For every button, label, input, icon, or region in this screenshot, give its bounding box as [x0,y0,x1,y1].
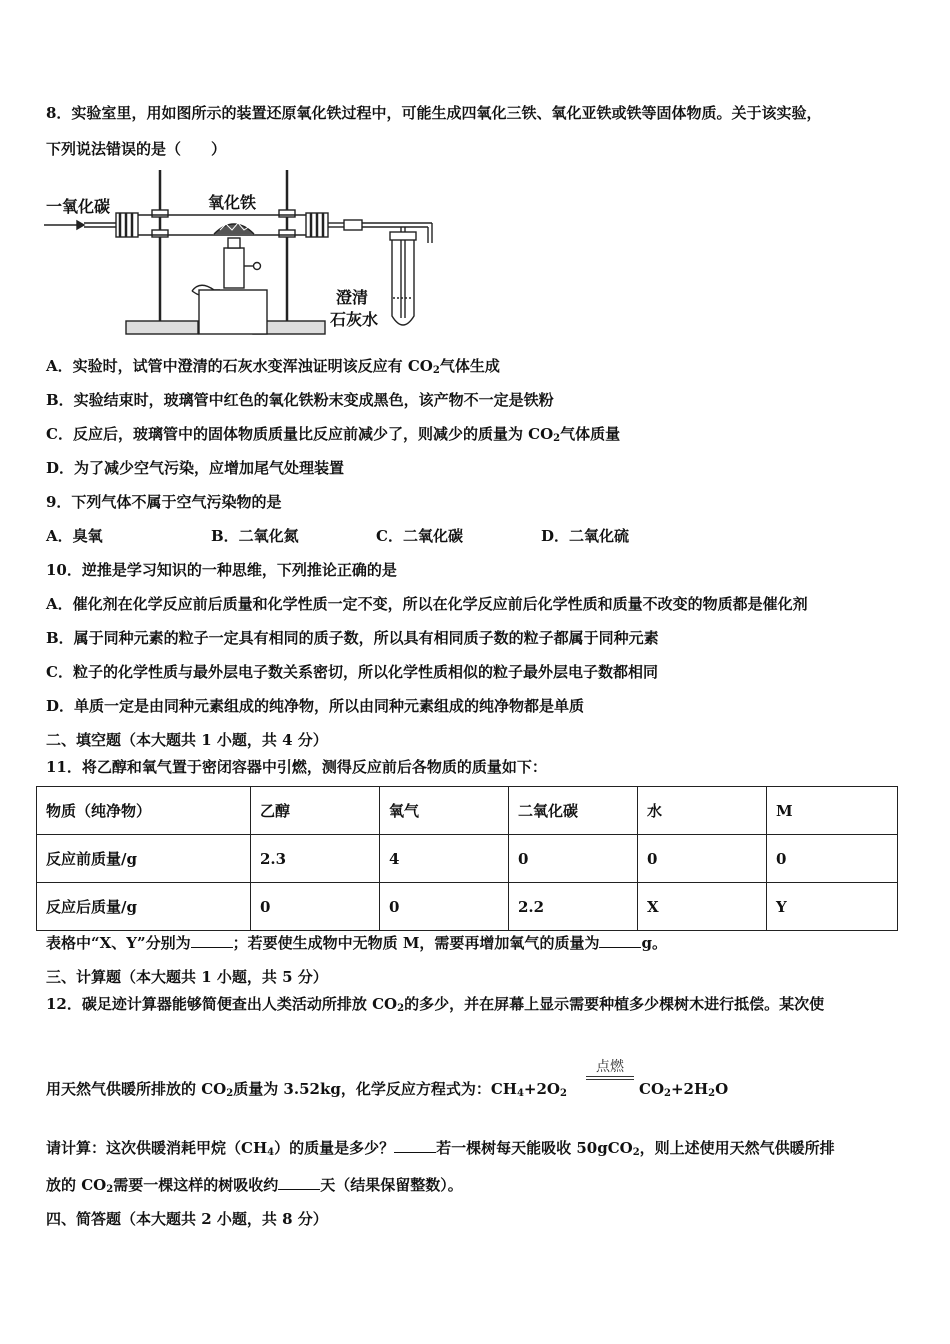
section-4-heading: 四、简答题（本大题共 2 小题，共 8 分） [46,1210,328,1228]
table-cell: 0 [638,835,767,883]
table-cell: 2.3 [251,835,380,883]
table-header-row [37,787,898,835]
q9-stem: 9．下列气体不属于空气污染物的是 [46,493,282,511]
label-co: 一氧化碳 [46,197,111,216]
table-cell: Y [767,883,898,931]
label-limewater-2: 石灰水 [330,310,379,329]
q12-equation-products: $CO_2+2H_2O$ [639,1080,729,1099]
table-header-cell: 氧气 [380,787,509,835]
q10-option-c: C．粒子的化学性质与最外层电子数关系密切，所以化学性质相似的粒子最外层电子数都相同 [46,663,658,681]
table-cell: 反应前质量/g [37,835,251,883]
table-header-cell: 物质（纯净物） [37,787,251,835]
q10-option-b: B．属于同种元素的粒子一定具有相同的质子数，所以具有相同质子数的粒子都属于同种元素 [46,629,659,647]
label-fe2o3: 氧化铁 [208,193,257,212]
table-row [37,835,898,883]
q12-line-3: 请计算：这次供暖消耗甲烷$(CH_4)$的质量是多少？ 若一棵树每天能吸收 50gCO$_2$，则上述使用天然气供暖所排 [46,1139,835,1158]
table-row [37,883,898,931]
q9-option-a: A．臭氧 [46,527,103,545]
answer-blank[interactable] [278,1175,320,1190]
table-header-cell: 水 [638,787,767,835]
table-cell: 0 [251,883,380,931]
equation-bar-bottom [586,1079,634,1080]
table-cell: 0 [380,883,509,931]
q8-option-a: A．实验时，试管中澄清的石灰水变浑浊证明该反应有 $CO_2$气体生成 [46,357,500,376]
q11-answer-line: 表格中“X、Y”分别为 ；若要使生成物中无物质 M，需要再增加氧气的质量为 g。 [46,934,667,952]
q8-option-c: C．反应后，玻璃管中的固体物质质量比反应前减少了，则减少的质量为 $CO_2$气体质量 [46,425,621,444]
table-cell: 反应后质量/g [37,883,251,931]
table-cell: 4 [380,835,509,883]
q8-option-d: D．为了减少空气污染，应增加尾气处理装置 [46,459,345,477]
section-2-heading: 二、填空题（本大题共 1 小题，共 4 分） [46,731,328,749]
q10-option-d: D．单质一定是由同种元素组成的纯净物，所以由同种元素组成的纯净物都是单质 [46,697,585,715]
q8-stem-line-2: 下列说法错误的是（ ） [46,140,227,158]
q12-line-1: 12．碳足迹计算器能够简便查出人类活动所排放 $CO_2$的多少，并在屏幕上显示需要种植多少棵树木进行抵偿。某次使 [46,995,825,1014]
table-cell: X [638,883,767,931]
q10-option-a: A．催化剂在化学反应前后质量和化学性质一定不变，所以在化学反应前后化学性质和质量不改变的物质都是催化剂 [46,595,808,613]
q11-stem: 11．将乙醇和氧气置于密闭容器中引燃，测得反应前后各物质的质量如下： [46,758,547,776]
table-header-cell: 二氧化碳 [509,787,638,835]
table-cell: 0 [767,835,898,883]
answer-blank[interactable] [191,933,233,948]
section-3-heading: 三、计算题（本大题共 1 小题，共 5 分） [46,968,328,986]
table-cell: 0 [509,835,638,883]
q12-line-2: 用天然气供暖所排放的 $CO_2$质量为 3.52kg，化学反应方程式为：$CH_4+2O_2$ [46,1080,567,1099]
equation-condition: 点燃 [596,1059,624,1075]
q10-stem: 10．逆推是学习知识的一种思维，下列推论正确的是 [46,561,397,579]
q12-line-4: 放的 $CO_2$需要一棵这样的树吸收约 天（结果保留整数）。 [46,1176,463,1195]
mass-table [36,786,898,931]
table-cell: 2.2 [509,883,638,931]
q9-option-b: B．二氧化氮 [211,527,299,545]
q8-stem-line-1: 8．实验室里，用如图所示的装置还原氧化铁过程中，可能生成四氧化三铁、氧化亚铁或铁等固体物质。关于该实验， [46,104,822,122]
experiment-apparatus-diagram [44,168,444,343]
answer-blank[interactable] [599,933,641,948]
label-limewater-1: 澄清 [336,288,369,307]
q9-option-c: C．二氧化碳 [376,527,463,545]
table-header-cell: 乙醇 [251,787,380,835]
answer-blank[interactable] [394,1138,436,1153]
q9-option-d: D．二氧化硫 [541,527,630,545]
table-header-cell: M [767,787,898,835]
q8-option-b: B．实验结束时，玻璃管中红色的氧化铁粉末变成黑色，该产物不一定是铁粉 [46,391,554,409]
equation-bar-top [586,1076,634,1077]
